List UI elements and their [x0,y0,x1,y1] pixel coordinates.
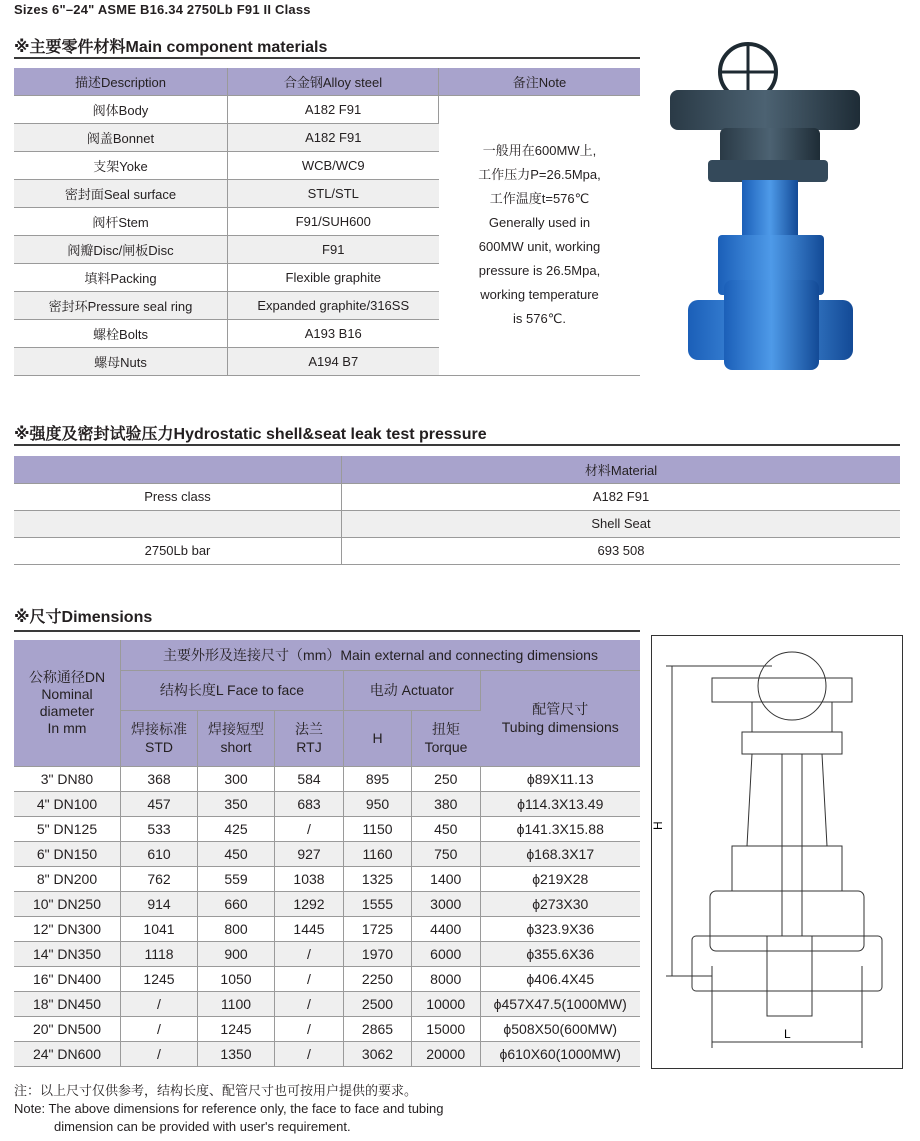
dimension-cell: 927 [275,841,344,866]
valve-photo [660,40,900,380]
dimension-cell: 1118 [121,941,198,966]
material-value: F91/SUH600 [228,207,439,235]
material-value: Flexible graphite [228,263,439,291]
h-dimension-label: H [652,821,665,830]
material-value: F91 [228,235,439,263]
dimension-cell: 914 [121,891,198,916]
pressure-values: 693 508 [342,537,901,564]
dimension-cell: 5" DN125 [14,816,121,841]
short-header: 焊接短型 short [198,710,275,766]
dimensions-rule [14,630,640,632]
pressure-rule [14,444,900,446]
dimension-cell: 3062 [344,1041,412,1066]
l-dimension-label: L [784,1027,791,1041]
actuator-header: 电动 Actuator [344,670,481,710]
shell-seat-label: Shell Seat [342,510,901,537]
dimension-cell: 1160 [344,841,412,866]
dimension-cell: 1400 [412,866,481,891]
pressure-table [14,456,900,565]
dimension-cell: 8" DN200 [14,866,121,891]
materials-rule [14,57,640,59]
material-description: 密封环Pressure seal ring [14,291,228,319]
dimension-cell: 24" DN600 [14,1041,121,1066]
dimension-cell: 1245 [198,1016,275,1041]
footnote-en-2: dimension can be provided with user's requirement. [54,1119,351,1134]
material-value: Expanded graphite/316SS [228,291,439,319]
material-description: 螺母Nuts [14,347,228,375]
dimension-cell: 1292 [275,891,344,916]
dimension-row [14,916,640,941]
dimension-cell: 450 [412,816,481,841]
dimension-drawing [651,635,903,1069]
pressure-section-title: ※强度及密封试验压力Hydrostatic shell&seat leak test pressure [14,426,487,443]
dimension-cell: 6" DN150 [14,841,121,866]
dimension-cell: 250 [412,766,481,791]
dimension-cell: 1970 [344,941,412,966]
pressure-blank-2 [14,510,342,537]
footnote-cn: 注：以上尺寸仅供参考，结构长度、配管尺寸也可按用户提供的要求。 [14,1083,418,1098]
dimension-cell: 15000 [412,1016,481,1041]
dimension-cell: 683 [275,791,344,816]
dimension-row [14,841,640,866]
material-description: 阀体Body [14,95,228,123]
dimension-cell: 4400 [412,916,481,941]
dimension-cell: 3" DN80 [14,766,121,791]
dimension-row [14,1016,640,1041]
pressure-material-value: A182 F91 [342,483,901,510]
dimension-row [14,816,640,841]
dimension-cell: / [121,991,198,1016]
footnote [14,1082,444,1136]
dimension-row [14,766,640,791]
material-value: A182 F91 [228,95,439,123]
material-value: A193 B16 [228,319,439,347]
h-header: H [344,710,412,766]
dimension-cell: 660 [198,891,275,916]
dimension-cell: / [275,1016,344,1041]
dimension-cell: / [275,816,344,841]
materials-table [14,68,640,376]
dimension-cell: 762 [121,866,198,891]
dimension-row [14,791,640,816]
dimension-cell: / [121,1016,198,1041]
tubing-header: 配管尺寸 Tubing dimensions [480,670,640,766]
dimension-cell: ϕ406.4X45 [480,966,640,991]
dimension-cell: ϕ114.3X13.49 [480,791,640,816]
dn-header: 公称通径DN Nominal diameter In mm [14,640,121,766]
dimension-cell: / [275,966,344,991]
dimension-cell: 1555 [344,891,412,916]
dimension-cell: 1325 [344,866,412,891]
dimension-cell: 559 [198,866,275,891]
dimension-cell: 1038 [275,866,344,891]
dimension-cell: / [275,941,344,966]
dimension-row [14,991,640,1016]
dimension-cell: 3000 [412,891,481,916]
std-header: 焊接标准 STD [121,710,198,766]
materials-section-title: ※主要零件材料Main component materials [14,39,328,56]
dimension-cell: / [121,1041,198,1066]
material-description: 支架Yoke [14,151,228,179]
dimension-cell: 450 [198,841,275,866]
dimension-row [14,966,640,991]
dimension-cell: 18" DN450 [14,991,121,1016]
dimension-cell: 1245 [121,966,198,991]
dimension-cell: 10000 [412,991,481,1016]
material-value: A194 B7 [228,347,439,375]
col-description: 描述Description [14,68,228,95]
press-class-label: Press class [14,483,342,510]
dimension-cell: 1350 [198,1041,275,1066]
dimension-cell: 457 [121,791,198,816]
dimension-row [14,1041,640,1066]
dimension-cell: 2865 [344,1016,412,1041]
dimension-cell: 6000 [412,941,481,966]
rtj-header: 法兰 RTJ [275,710,344,766]
dimension-cell: 800 [198,916,275,941]
material-value: STL/STL [228,179,439,207]
col-note: 备注Note [439,68,641,95]
dimension-cell: ϕ323.9X36 [480,916,640,941]
dimension-cell: ϕ355.6X36 [480,941,640,966]
pressure-class-value: 2750Lb bar [14,537,342,564]
dimension-cell: / [275,991,344,1016]
dimension-cell: 4" DN100 [14,791,121,816]
material-description: 螺栓Bolts [14,319,228,347]
dimensions-section-title: ※尺寸Dimensions [14,609,153,626]
dimension-cell: 1041 [121,916,198,941]
pressure-blank [14,456,342,483]
dimension-cell: 1050 [198,966,275,991]
dimension-cell: 895 [344,766,412,791]
dimension-cell: 950 [344,791,412,816]
main-dimensions-header: 主要外形及连接尺寸（mm）Main external and connecting dimensions [121,640,641,670]
material-description: 阀杆Stem [14,207,228,235]
dimension-cell: 20" DN500 [14,1016,121,1041]
material-note: 一般用在600MW上, 工作压力P=26.5Mpa, 工作温度t=576℃ Generally used in 600MW unit, working pressure is 26.5Mpa, working temperature is 576℃. [439,95,641,375]
dimension-cell: 1725 [344,916,412,941]
material-value: WCB/WC9 [228,151,439,179]
dimension-cell: 2500 [344,991,412,1016]
dimension-cell: / [275,1041,344,1066]
material-value: A182 F91 [228,123,439,151]
dimension-cell: 380 [412,791,481,816]
dimension-cell: 16" DN400 [14,966,121,991]
dimension-cell: ϕ457X47.5(1000MW) [480,991,640,1016]
torque-header: 扭矩 Torque [412,710,481,766]
dimension-cell: 533 [121,816,198,841]
face-to-face-header: 结构长度L Face to face [121,670,344,710]
dimension-cell: 1150 [344,816,412,841]
material-description: 阀盖Bonnet [14,123,228,151]
dimension-cell: 1100 [198,991,275,1016]
dimension-cell: ϕ508X50(600MW) [480,1016,640,1041]
dimension-cell: ϕ141.3X15.88 [480,816,640,841]
dimension-cell: 1445 [275,916,344,941]
dimensions-table [14,640,640,1067]
dimension-cell: 20000 [412,1041,481,1066]
dimension-cell: 425 [198,816,275,841]
dimension-cell: 300 [198,766,275,791]
material-description: 密封面Seal surface [14,179,228,207]
dimension-cell: 610 [121,841,198,866]
dimension-cell: ϕ168.3X17 [480,841,640,866]
material-description: 阀瓣Disc/闸板Disc [14,235,228,263]
material-row [14,95,640,123]
dimension-cell: ϕ610X60(1000MW) [480,1041,640,1066]
dimension-cell: 584 [275,766,344,791]
dimension-row [14,941,640,966]
dimension-cell: 750 [412,841,481,866]
dimension-cell: 2250 [344,966,412,991]
dimension-cell: ϕ219X28 [480,866,640,891]
page-heading: Sizes 6"–24" ASME B16.34 2750Lb F91 II Class [14,2,311,17]
dimension-cell: 368 [121,766,198,791]
dimension-row [14,866,640,891]
pressure-material-label: 材料Material [342,456,901,483]
dimension-cell: 8000 [412,966,481,991]
dimension-row [14,891,640,916]
dimension-cell: ϕ273X30 [480,891,640,916]
valve-drawing [652,636,902,1068]
dimension-cell: 12" DN300 [14,916,121,941]
dimension-cell: 350 [198,791,275,816]
dimension-cell: 900 [198,941,275,966]
dimension-cell: 10" DN250 [14,891,121,916]
footnote-en-1: Note: The above dimensions for reference only, the face to face and tubing [14,1101,444,1116]
dimension-cell: ϕ89X11.13 [480,766,640,791]
material-description: 填料Packing [14,263,228,291]
col-alloy-steel: 合金钢Alloy steel [228,68,439,95]
dimension-cell: 14" DN350 [14,941,121,966]
